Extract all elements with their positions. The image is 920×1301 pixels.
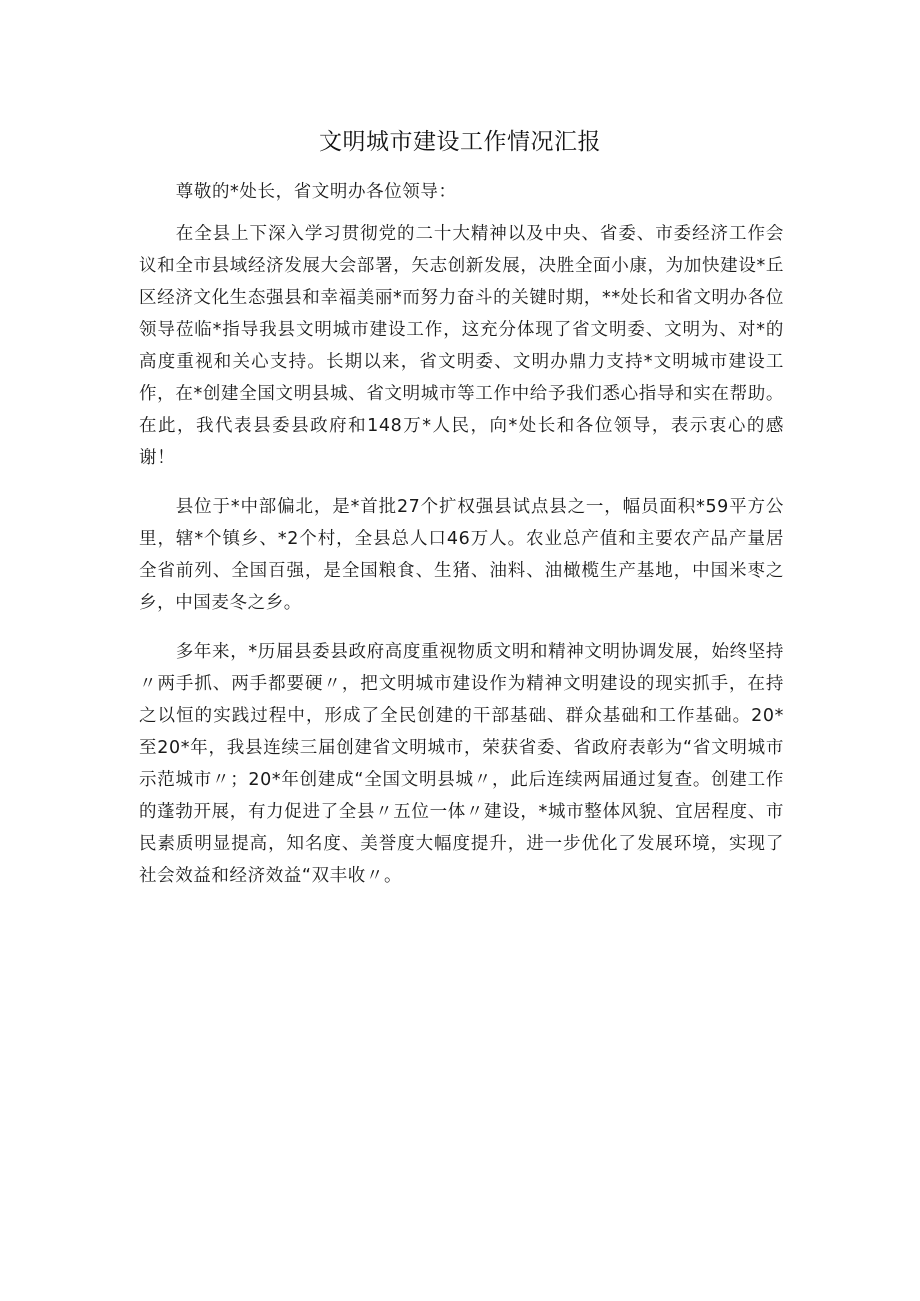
paragraph-achievements: 多年来，*历届县委县政府高度重视物质文明和精神文明协调发展，始终坚持〃两手抓、两手都要硬〃，把文明城市建设作为精神文明建设的现实抓手，在持之以恒的实践过程中，形成了全民创建的干部基础、群众基础和工作基础。20*至20*年，我县连续三届创建省文明城市，荣获省委、省政府表彰为“省文明城市示范城市〃；20*年创建成“全国文明县城〃，此后连续两届通过复查。创建工作的蓬勃开展，有力促进了全县〃五位一体〃建设，*城市整体风貌、宜居程度、市民素质明显提高，知名度、美誉度大幅度提升，进一步优化了发展环境，实现了社会效益和经济效益“双丰收〃。	[139, 642, 784, 886]
paragraph-county-overview: 县位于*中部偏北，是*首批27个扩权强县试点县之一，幅员面积*59平方公里，辖*个镇乡、*2个村，全县总人口46万人。农业总产值和主要农产品产量居全省前列、全国百强，是全国粮食、生猪、油料、油橄榄生产基地，中国米枣之乡，中国麦冬之乡。	[139, 497, 784, 613]
salutation: 尊敬的*处长，省文明办各位领导：	[175, 182, 457, 202]
paragraph-intro: 在全县上下深入学习贯彻党的二十大精神以及中央、省委、市委经济工作会议和全市县域经济发展大会部署，矢志创新发展，决胜全面小康，为加快建设*丘区经济文化生态强县和幸福美丽*而努力奋斗的关键时期，**处长和省文明办各位领导莅临*指导我县文明城市建设工作，这充分体现了省文明委、文明为、对*的高度重视和关心支持。长期以来，省文明委、文明办鼎力支持*文明城市建设工作，在*创建全国文明县城、省文明城市等工作中给予我们悉心指导和实在帮助。在此，我代表县委县政府和148万*人民，向*处长和各位领导，表示衷心的感谢！	[139, 224, 784, 468]
document-body	[139, 176, 784, 909]
document-title: 文明城市建设工作情况汇报	[319, 129, 601, 155]
